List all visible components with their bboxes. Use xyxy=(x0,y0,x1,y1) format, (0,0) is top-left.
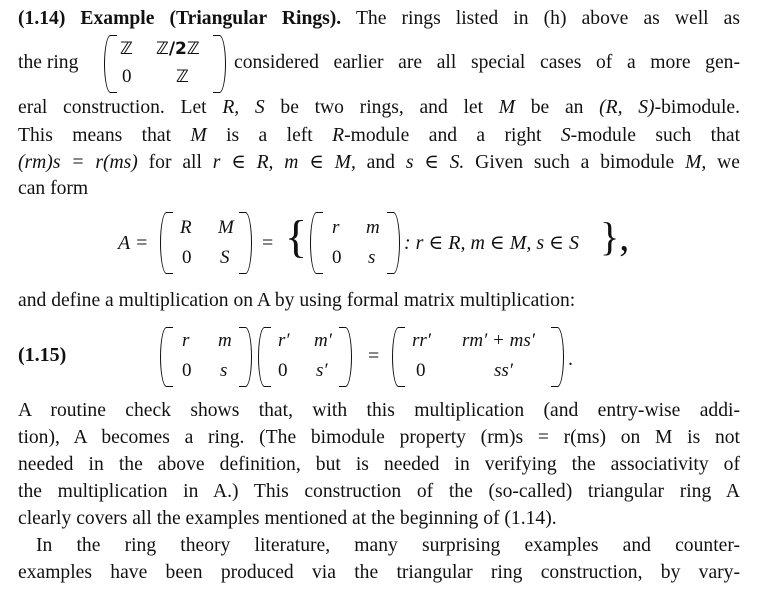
matrix-entry: 0 xyxy=(182,247,192,268)
right-paren xyxy=(387,212,400,274)
text-segment: -bimodule. xyxy=(654,97,740,118)
matrix-entry: ℤ xyxy=(120,39,133,59)
text-segment: eral construction. Let xyxy=(18,97,223,118)
text-segment: needed in the above definition, but is needed in verifying the associativity of xyxy=(18,454,740,475)
text-segment: be two rings, and let xyxy=(264,97,499,118)
math-expr: (rm)s = r(ms) xyxy=(18,152,138,173)
text-line-7 xyxy=(18,290,740,312)
text-line-3 xyxy=(18,97,740,119)
text-segment: be an xyxy=(515,97,600,118)
matrix-entry: 0 xyxy=(416,360,426,381)
math-var: M, xyxy=(685,152,707,173)
matrix-entry: ss′ xyxy=(494,360,513,381)
text-segment: the ring xyxy=(18,52,79,73)
text-segment: examples have been produced via the triangular ring construction, by vary- xyxy=(18,562,740,583)
equation-lhs: A = xyxy=(118,232,149,254)
math-var: S xyxy=(560,125,571,146)
matrix-2 xyxy=(258,327,352,387)
text-segment: This means that xyxy=(18,125,191,146)
math-var: (R, S) xyxy=(599,97,655,118)
matrix-entry: ℤ xyxy=(176,67,189,87)
set-condition: : r ∈ R, m ∈ M, s ∈ S xyxy=(404,232,579,254)
equation-period: . xyxy=(568,348,573,370)
matrix-entry: r′ xyxy=(278,330,290,351)
matrix-entry: m′ xyxy=(314,330,332,351)
matrix-entry: r xyxy=(332,217,340,238)
text-line-2 xyxy=(18,52,108,74)
example-heading: (1.14) Example (Triangular Rings). xyxy=(18,8,342,29)
equals-sign: = xyxy=(262,232,274,254)
math-expr: r ∈ R, m ∈ M, xyxy=(212,152,356,173)
text-segment: -module and a right xyxy=(344,125,561,146)
matrix-entry: 0 xyxy=(332,247,342,268)
matrix-RMS xyxy=(160,212,252,274)
matrix-entry: r xyxy=(182,330,190,351)
matrix-entry: 0 xyxy=(122,66,132,87)
matrix-entry: s′ xyxy=(316,360,328,381)
right-paren xyxy=(239,212,252,274)
math-var: R, S xyxy=(222,97,265,118)
left-paren xyxy=(160,327,173,387)
matrix-entry: s xyxy=(220,360,228,381)
text-segment: A routine check shows that, with this multiplication (and entry-wise addi- xyxy=(18,400,740,421)
left-paren xyxy=(392,327,405,387)
matrix-product xyxy=(392,327,564,387)
matrix-entry: m xyxy=(366,217,380,238)
text-line-13 xyxy=(36,535,740,557)
matrix-entry: ℤ/2ℤ xyxy=(156,39,200,59)
text-line-12 xyxy=(18,508,740,530)
matrix-entry: M xyxy=(218,217,234,238)
matrix-entry: m xyxy=(218,330,232,351)
text-segment: Given such a bimodule xyxy=(464,152,686,173)
matrix-entry: R xyxy=(180,217,192,238)
text-segment: -module such that xyxy=(570,125,741,146)
text-line-4 xyxy=(18,125,740,147)
text-segment: and define a multiplication on A by using formal matrix multiplication: xyxy=(18,290,576,311)
math-var: M xyxy=(190,125,207,146)
equation-number: (1.15) xyxy=(18,344,67,366)
right-paren xyxy=(551,327,564,387)
left-paren xyxy=(160,212,173,274)
left-paren xyxy=(258,327,271,387)
text-segment: tion), A becomes a ring. (The bimodule property (rm)s = r(ms) on M is not xyxy=(18,427,740,448)
ring-matrix xyxy=(104,35,226,93)
matrix-entry: S xyxy=(220,247,230,268)
math-var: M xyxy=(498,97,516,118)
math-var: R xyxy=(332,125,345,146)
equals-sign: = xyxy=(368,345,380,367)
text-segment: The rings listed in (h) above as well as xyxy=(355,8,740,29)
text-line-5 xyxy=(18,152,740,174)
matrix-entry: 0 xyxy=(182,360,192,381)
text-segment: and xyxy=(355,152,406,173)
text-segment: clearly covers all the examples mentioned at the beginning of (1.14). xyxy=(18,508,557,529)
text-segment: In the ring theory literature, many surprising examples and counter- xyxy=(36,535,740,556)
text-line-14 xyxy=(18,562,740,584)
text-line-6 xyxy=(18,178,740,200)
matrix-entry: rr′ xyxy=(412,330,431,351)
text-line-8 xyxy=(18,400,740,422)
text-line-2b xyxy=(234,52,740,74)
matrix-rms xyxy=(310,212,400,274)
matrix-entry: 0 xyxy=(278,360,288,381)
text-line-1 xyxy=(18,8,740,30)
right-paren xyxy=(213,35,226,93)
text-line-11 xyxy=(18,481,740,503)
left-paren xyxy=(310,212,323,274)
text-segment: the multiplication in A.) This construction of the (so-called) triangular ring A xyxy=(18,481,740,502)
text-segment: can form xyxy=(18,178,89,199)
text-segment: considered earlier are all special cases of a more gen- xyxy=(234,52,740,73)
text-segment: we xyxy=(706,152,740,173)
matrix-entry: rm′ + ms′ xyxy=(462,330,535,351)
text-line-10 xyxy=(18,454,740,476)
matrix-1 xyxy=(160,327,252,387)
text-segment: for all xyxy=(137,152,213,173)
right-brace: }, xyxy=(600,214,630,259)
left-brace: { xyxy=(285,211,308,262)
math-expr: s ∈ S. xyxy=(405,152,465,173)
right-paren xyxy=(239,327,252,387)
left-paren xyxy=(104,35,117,93)
right-paren xyxy=(339,327,352,387)
matrix-entry: s xyxy=(368,247,376,268)
text-segment: is a left xyxy=(206,125,333,146)
text-line-9 xyxy=(18,427,740,449)
